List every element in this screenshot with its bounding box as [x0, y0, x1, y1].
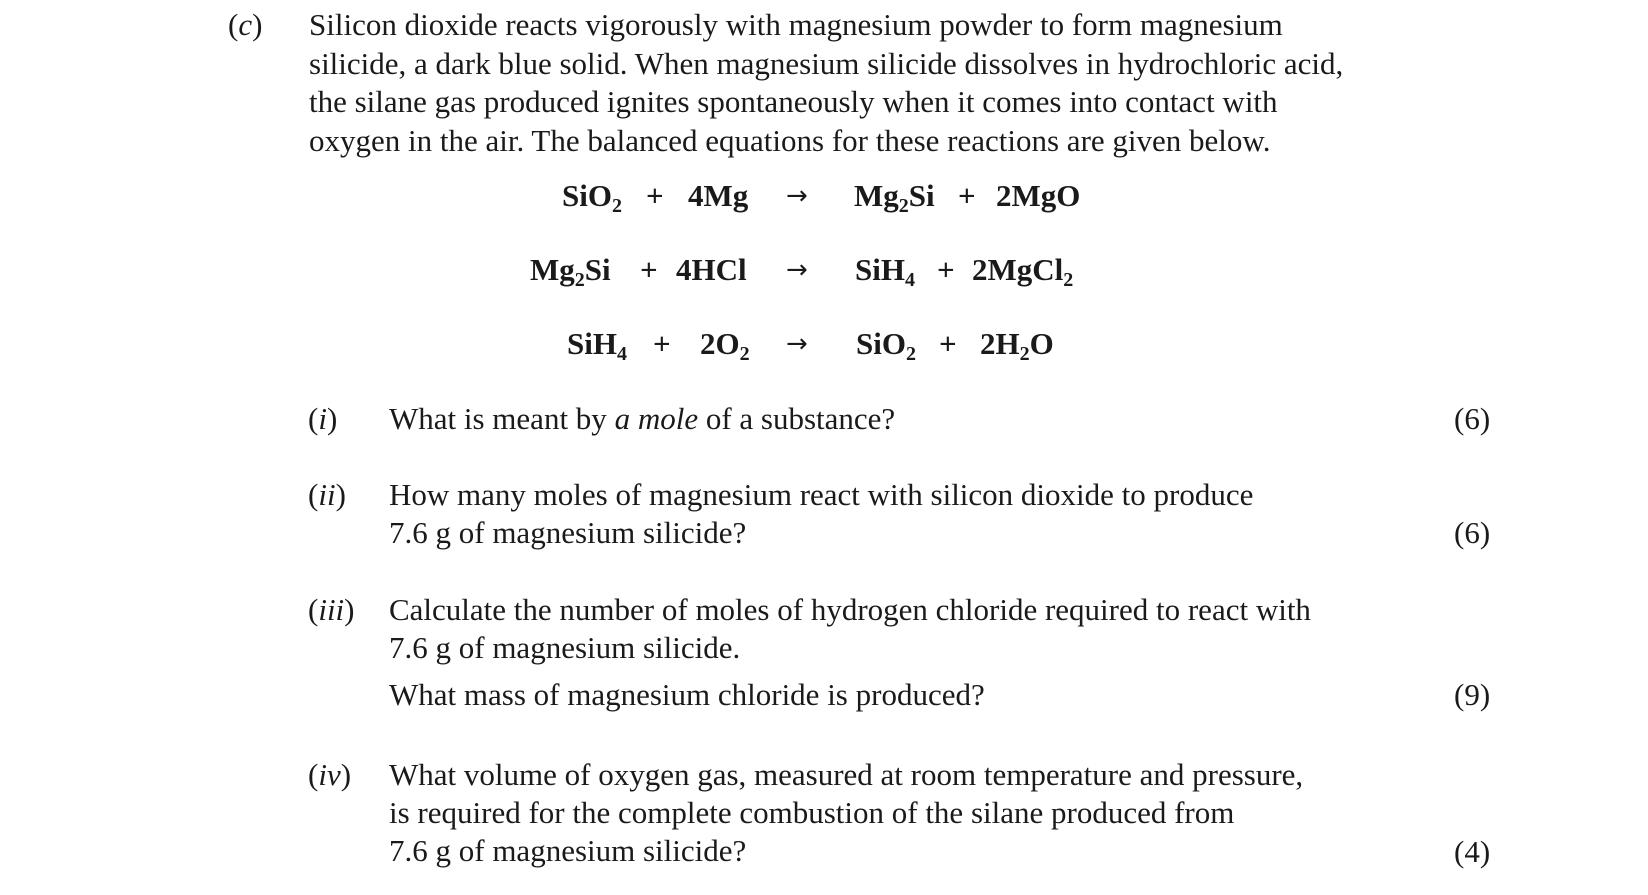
question-line: 7.6 g of magnesium silicide? [389, 833, 747, 868]
question-line: Calculate the number of moles of hydrogen chloride required to react with [389, 592, 1311, 627]
question-number: (iv) [308, 757, 352, 792]
eq1-plus-2: + [958, 178, 976, 213]
intro-line: silicide, a dark blue solid. When magnesium silicide dissolves in hydrochloric acid, [309, 45, 1344, 81]
question-line: 7.6 g of magnesium silicide? [389, 515, 747, 550]
question-line: What volume of oxygen gas, measured at room temperature and pressure, [389, 757, 1304, 792]
intro-paragraph [309, 6, 1509, 160]
question-number: (ii) [308, 477, 346, 512]
question-number: (i) [308, 401, 338, 436]
eq2-plus-1: + [640, 252, 658, 287]
eq2-product-1: SiH$_4$ [855, 252, 915, 291]
eq2-arrow: → [786, 255, 808, 285]
question-line: How many moles of magnesium react with silicon dioxide to produce [389, 477, 1254, 512]
intro-line: oxygen in the air. The balanced equations for these reactions are given below. [309, 122, 1271, 158]
eq2-reactant-2: 4HCl [676, 252, 747, 287]
question-number: (iii) [308, 592, 355, 627]
question-text [389, 476, 1253, 552]
eq2-product-2: 2MgCl$_2$ [972, 252, 1074, 291]
question-line: What is meant by a mole of a substance? [389, 401, 896, 436]
eq3-reactant-1: SiH$_4$ [567, 326, 627, 365]
question-line: is required for the complete combustion of the silane produced from [389, 795, 1235, 830]
question-text [389, 756, 1303, 870]
eq1-product-1: $Mg_2Si$ [854, 178, 935, 217]
question-line: What mass of magnesium chloride is produced? [389, 677, 985, 712]
marks-badge: (9) [1454, 677, 1491, 712]
emphasis-term: a mole [614, 401, 699, 436]
question-text [389, 591, 1311, 714]
part-label: (c) [228, 7, 263, 42]
eq1-reactant-1: SiO$_2$ [562, 178, 622, 217]
eq1-reactant-2: 4Mg [688, 178, 749, 213]
eq2-reactant-1: $Mg_2Si$ [530, 252, 611, 291]
marks-badge: (6) [1454, 515, 1491, 550]
question-line: 7.6 g of magnesium silicide. [389, 630, 741, 665]
eq2-plus-2: + [937, 252, 955, 287]
marks-badge: (6) [1454, 401, 1491, 436]
intro-line: the silane gas produced ignites spontaneously when it comes into contact with [309, 84, 1278, 119]
eq1-plus-1: + [646, 178, 664, 213]
eq3-reactant-2: $2O_2$ [700, 326, 750, 365]
eq1-arrow: → [786, 181, 808, 211]
eq3-product-2: $2H_2O$ [980, 326, 1054, 365]
eq3-product-1: SiO$_2$ [856, 326, 916, 365]
eq1-product-2: 2MgO [996, 178, 1081, 213]
intro-line: Silicon dioxide reacts vigorously with magnesium powder to form magnesium [309, 7, 1283, 42]
eq3-plus-1: + [653, 326, 671, 361]
eq3-arrow: → [786, 329, 808, 359]
question-text [389, 400, 895, 438]
eq3-plus-2: + [939, 326, 957, 361]
marks-badge: (4) [1454, 834, 1491, 869]
